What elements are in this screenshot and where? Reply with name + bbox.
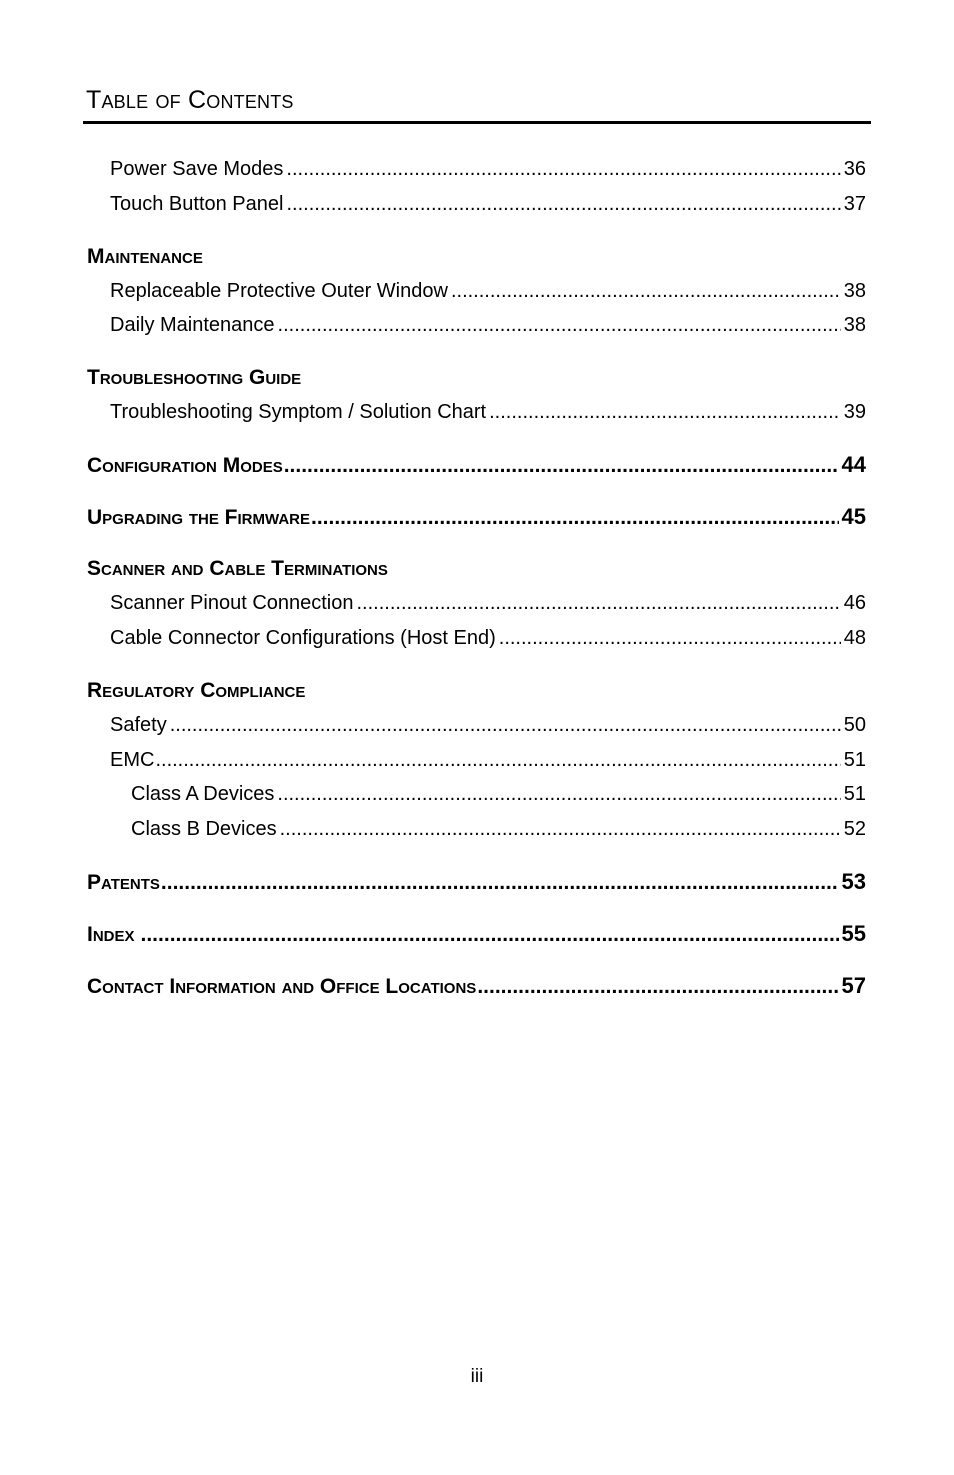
toc-entry-page: 45 (841, 504, 866, 529)
toc-entry-page: 53 (841, 869, 866, 894)
toc-entry-label: Cable Connector Configurations (Host End) (110, 627, 496, 649)
dot-leader (161, 871, 839, 895)
dot-leader (141, 923, 839, 947)
toc-entry-label: Contact Information and Office Locations (87, 975, 477, 998)
toc-entry-cable-connector[interactable] (110, 627, 866, 653)
section-heading-scanner-cable: Scanner and Cable Terminations (87, 557, 388, 580)
toc-entry-label: Safety (110, 714, 167, 736)
toc-entry-page: 37 (843, 193, 866, 215)
section-heading-troubleshooting: Troubleshooting Guide (87, 366, 302, 389)
dot-leader (286, 158, 840, 181)
dot-leader (286, 193, 840, 216)
dot-leader (477, 975, 838, 999)
toc-entry-label: Troubleshooting Symptom / Solution Chart (110, 401, 487, 423)
toc-entry-label: Daily Maintenance (110, 314, 275, 336)
dot-leader (280, 818, 841, 841)
toc-entry-label: Power Save Modes (110, 158, 284, 180)
toc-entry-page: 36 (843, 158, 866, 180)
toc-entry-page: 57 (841, 973, 866, 998)
toc-entry-scanner-pinout[interactable] (110, 592, 866, 618)
toc-entry-page: 44 (841, 452, 866, 477)
toc-entry-replaceable-window[interactable] (110, 280, 866, 306)
dot-leader (357, 592, 841, 615)
toc-entry-page: 51 (843, 783, 866, 805)
toc-entry-emc[interactable] (110, 749, 866, 775)
toc-entry-label: Configuration Modes (87, 454, 283, 477)
title-rule (83, 121, 871, 124)
toc-entry-class-b-devices[interactable] (131, 818, 866, 844)
toc-entry-patents[interactable] (87, 869, 866, 895)
toc-entry-upgrading-firmware[interactable] (87, 504, 866, 530)
dot-leader (278, 314, 841, 337)
toc-entry-page: 51 (843, 749, 866, 771)
toc-entry-label: Patents (87, 871, 160, 894)
toc-entry-page: 39 (843, 401, 866, 423)
toc-entry-touch-button-panel[interactable] (110, 193, 866, 219)
section-heading-maintenance: Maintenance (87, 245, 203, 268)
toc-entry-label: Touch Button Panel (110, 193, 284, 215)
dot-leader (155, 749, 840, 772)
toc-entry-troubleshooting-chart[interactable] (110, 401, 866, 427)
toc-entry-page: 50 (843, 714, 866, 736)
toc-entry-label: Class B Devices (131, 818, 277, 840)
toc-entry-page: 38 (843, 280, 866, 302)
toc-entry-index[interactable] (87, 921, 866, 947)
toc-entry-page: 48 (843, 627, 866, 649)
toc-entry-label: Upgrading the Firmware (87, 506, 310, 529)
toc-entry-daily-maintenance[interactable] (110, 314, 866, 340)
dot-leader (277, 783, 840, 806)
toc-entry-page: 52 (843, 818, 866, 840)
toc-entry-page: 38 (843, 314, 866, 336)
dot-leader (284, 454, 839, 478)
toc-entry-class-a-devices[interactable] (131, 783, 866, 809)
toc-entry-safety[interactable] (110, 714, 866, 740)
toc-entry-page: 55 (841, 921, 866, 946)
toc-entry-label: EMC (110, 749, 155, 771)
toc-entry-label: Scanner Pinout Connection (110, 592, 354, 614)
dot-leader (499, 627, 841, 650)
dot-leader (489, 401, 841, 424)
toc-entry-label: Class A Devices (131, 783, 275, 805)
page-number: iii (470, 1366, 484, 1387)
toc-entry-page: 46 (843, 592, 866, 614)
dot-leader (311, 506, 839, 530)
toc-entry-label: Index (87, 923, 135, 946)
dot-leader (451, 280, 841, 303)
page-title: Table of Contents (86, 86, 294, 114)
toc-entry-configuration-modes[interactable] (87, 452, 866, 478)
toc-entry-contact-information[interactable] (87, 973, 866, 999)
dot-leader (170, 714, 841, 737)
toc-entry-label: Replaceable Protective Outer Window (110, 280, 448, 302)
toc-entry-power-save-modes[interactable] (110, 158, 866, 184)
section-heading-regulatory: Regulatory Compliance (87, 679, 306, 702)
